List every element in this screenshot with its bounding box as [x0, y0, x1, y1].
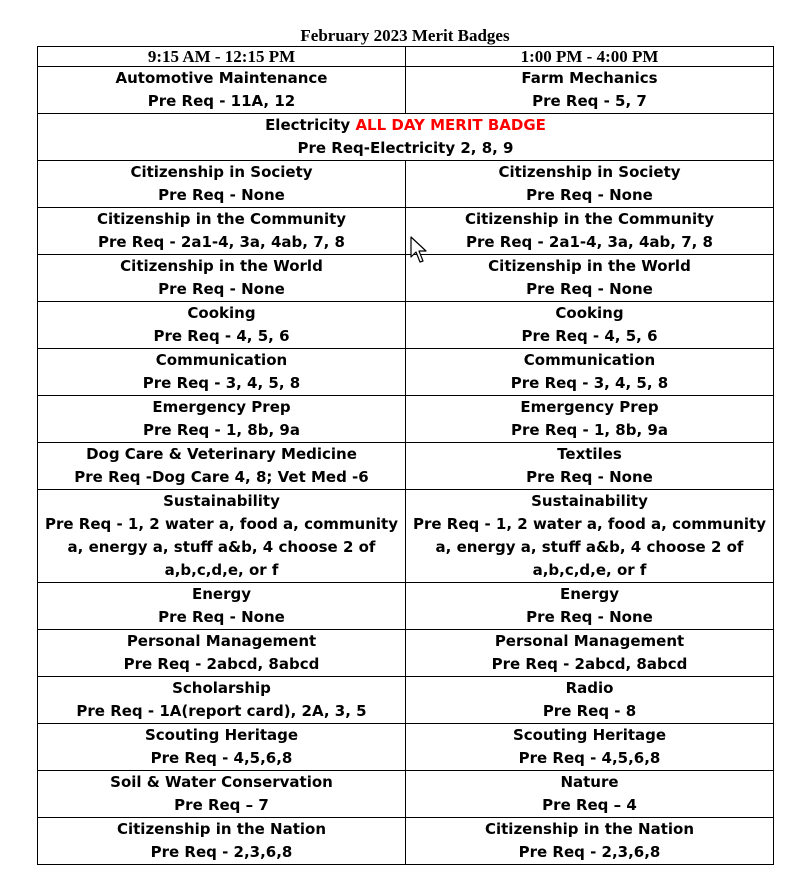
- badge-name: Radio: [565, 679, 614, 697]
- morning-badge-cell: [38, 255, 406, 302]
- badge-name: Scouting Heritage: [144, 726, 299, 744]
- badge-name: Citizenship in the Community: [96, 210, 347, 228]
- badge-prereq: Pre Req - 4,5,6,8: [518, 749, 661, 767]
- badge-name: Emergency Prep: [520, 398, 659, 416]
- badge-prereq: Pre Req - None: [526, 608, 653, 626]
- morning-badge-cell: [38, 208, 406, 255]
- afternoon-badge-cell: [406, 443, 774, 490]
- morning-badge-cell: [38, 349, 406, 396]
- badge-prereq: Pre Req - None: [526, 280, 653, 298]
- badge-prereq: Pre Req - None: [158, 280, 285, 298]
- badge-prereq: Pre Req - None: [526, 468, 653, 486]
- badge-name: Communication: [155, 351, 288, 369]
- afternoon-session-header: 1:00 PM - 4:00 PM: [406, 47, 774, 67]
- afternoon-badge-cell: [406, 255, 774, 302]
- afternoon-badge-cell: [406, 302, 774, 349]
- badge-row: [38, 771, 774, 818]
- afternoon-badge-cell: [406, 208, 774, 255]
- page-title: February 2023 Merit Badges: [300, 26, 510, 45]
- morning-badge-cell: [38, 396, 406, 443]
- badge-name: Citizenship in the World: [120, 257, 323, 275]
- morning-badge-cell: [38, 818, 406, 865]
- badge-row: [38, 255, 774, 302]
- badge-name: Nature: [560, 773, 619, 791]
- afternoon-badge-cell: [406, 818, 774, 865]
- badge-name: Cooking: [555, 304, 624, 322]
- afternoon-badge-cell: [406, 630, 774, 677]
- badge-prereq: Pre Req - None: [158, 608, 285, 626]
- morning-badge-cell: [38, 583, 406, 630]
- badge-prereq: Pre Req - 4, 5, 6: [521, 327, 658, 345]
- badge-name: Personal Management: [126, 632, 317, 650]
- morning-badge-cell: [38, 161, 406, 208]
- badge-name: Sustainability: [163, 492, 280, 510]
- afternoon-badge-cell: [406, 677, 774, 724]
- badge-name: Citizenship in the World: [488, 257, 691, 275]
- badge-row: [38, 583, 774, 630]
- badge-prereq: Pre Req - None: [158, 186, 285, 204]
- badge-row: [38, 349, 774, 396]
- badge-name: Citizenship in the Nation: [116, 820, 326, 838]
- badge-row: [38, 443, 774, 490]
- morning-badge-cell: [38, 630, 406, 677]
- afternoon-badge-cell: [406, 583, 774, 630]
- badge-row: [38, 677, 774, 724]
- badge-prereq: Pre Req - 1, 2 water a, food a, community a, energy a, stuff a&b, 4 choose 2 of a,b,c,d,e, or f: [413, 515, 766, 579]
- badge-row: [38, 490, 774, 583]
- badge-prereq: Pre Req - 11A, 12: [147, 92, 296, 110]
- badge-prereq: Pre Req - 1, 8b, 9a: [511, 421, 668, 439]
- afternoon-badge-cell: [406, 67, 774, 114]
- badge-prereq: Pre Req - 1, 2 water a, food a, community a, energy a, stuff a&b, 4 choose 2 of a,b,c,d,e, or f: [45, 515, 398, 579]
- badge-name: Citizenship in the Community: [464, 210, 715, 228]
- morning-badge-cell: [38, 67, 406, 114]
- badge-prereq: Pre Req – 4: [542, 796, 637, 814]
- badge-prereq: Pre Req - 2a1-4, 3a, 4ab, 7, 8: [98, 233, 345, 251]
- badge-prereq: Pre Req - 5, 7: [532, 92, 647, 110]
- badge-prereq: Pre Req – 7: [174, 796, 269, 814]
- afternoon-badge-cell: [406, 724, 774, 771]
- badge-prereq: Pre Req - 1, 8b, 9a: [143, 421, 300, 439]
- all-day-note: ALL DAY MERIT BADGE: [355, 116, 546, 134]
- morning-badge-cell: [38, 677, 406, 724]
- badge-row: [38, 161, 774, 208]
- badge-prereq: Pre Req - 1A(report card), 2A, 3, 5: [76, 702, 367, 720]
- badge-row: [38, 302, 774, 349]
- afternoon-badge-cell: [406, 490, 774, 583]
- afternoon-badge-cell: [406, 349, 774, 396]
- all-day-row: [38, 114, 774, 161]
- badge-row: [38, 818, 774, 865]
- badge-row: [38, 724, 774, 771]
- merit-badge-schedule-table: [37, 46, 774, 865]
- morning-badge-cell: [38, 443, 406, 490]
- badge-name: Soil & Water Conservation: [110, 773, 333, 791]
- badge-prereq: Pre Req - 2abcd, 8abcd: [491, 655, 688, 673]
- badge-name: Personal Management: [494, 632, 685, 650]
- badge-name: Textiles: [557, 445, 622, 463]
- badge-prereq: Pre Req - 4,5,6,8: [150, 749, 293, 767]
- badge-prereq: Pre Req-Electricity 2, 8, 9: [297, 139, 514, 157]
- badge-prereq: Pre Req - 2,3,6,8: [150, 843, 293, 861]
- badge-name: Energy: [559, 585, 619, 603]
- badge-name: Farm Mechanics: [521, 69, 658, 87]
- afternoon-badge-cell: [406, 396, 774, 443]
- badge-row: [38, 67, 774, 114]
- badge-name: Energy: [191, 585, 251, 603]
- morning-badge-cell: [38, 302, 406, 349]
- badge-name: Citizenship in Society: [498, 163, 681, 181]
- badge-prereq: Pre Req -Dog Care 4, 8; Vet Med -6: [74, 468, 369, 486]
- badge-row: [38, 396, 774, 443]
- badge-name: Scholarship: [172, 679, 271, 697]
- badge-name: Automotive Maintenance: [115, 69, 328, 87]
- morning-badge-cell: [38, 771, 406, 818]
- mouse-cursor-icon: [410, 236, 428, 264]
- badge-prereq: Pre Req - None: [526, 186, 653, 204]
- badge-prereq: Pre Req - 4, 5, 6: [153, 327, 290, 345]
- badge-name: Scouting Heritage: [512, 726, 667, 744]
- badge-prereq: Pre Req - 2a1-4, 3a, 4ab, 7, 8: [466, 233, 713, 251]
- morning-badge-cell: [38, 724, 406, 771]
- badge-row: [38, 208, 774, 255]
- time-header-row: [38, 47, 774, 67]
- badge-prereq: Pre Req - 2abcd, 8abcd: [123, 655, 320, 673]
- morning-session-header: 9:15 AM - 12:15 PM: [38, 47, 406, 67]
- badge-name: Communication: [523, 351, 656, 369]
- badge-name: Electricity: [265, 116, 351, 134]
- afternoon-badge-cell: [406, 161, 774, 208]
- badge-name: Citizenship in the Nation: [484, 820, 694, 838]
- afternoon-badge-cell: [406, 771, 774, 818]
- badge-name: Citizenship in Society: [130, 163, 313, 181]
- badge-name: Emergency Prep: [152, 398, 291, 416]
- badge-name: Dog Care & Veterinary Medicine: [86, 445, 357, 463]
- all-day-badge-cell: [38, 114, 774, 161]
- badge-name: Cooking: [187, 304, 256, 322]
- morning-badge-cell: [38, 490, 406, 583]
- badge-row: [38, 630, 774, 677]
- badge-prereq: Pre Req - 2,3,6,8: [518, 843, 661, 861]
- all-day-badge-line: [40, 114, 771, 137]
- badge-name: Sustainability: [531, 492, 648, 510]
- schedule-body: [38, 67, 774, 865]
- badge-prereq: Pre Req - 3, 4, 5, 8: [142, 374, 301, 392]
- badge-prereq: Pre Req - 3, 4, 5, 8: [510, 374, 669, 392]
- badge-prereq: Pre Req - 8: [542, 702, 637, 720]
